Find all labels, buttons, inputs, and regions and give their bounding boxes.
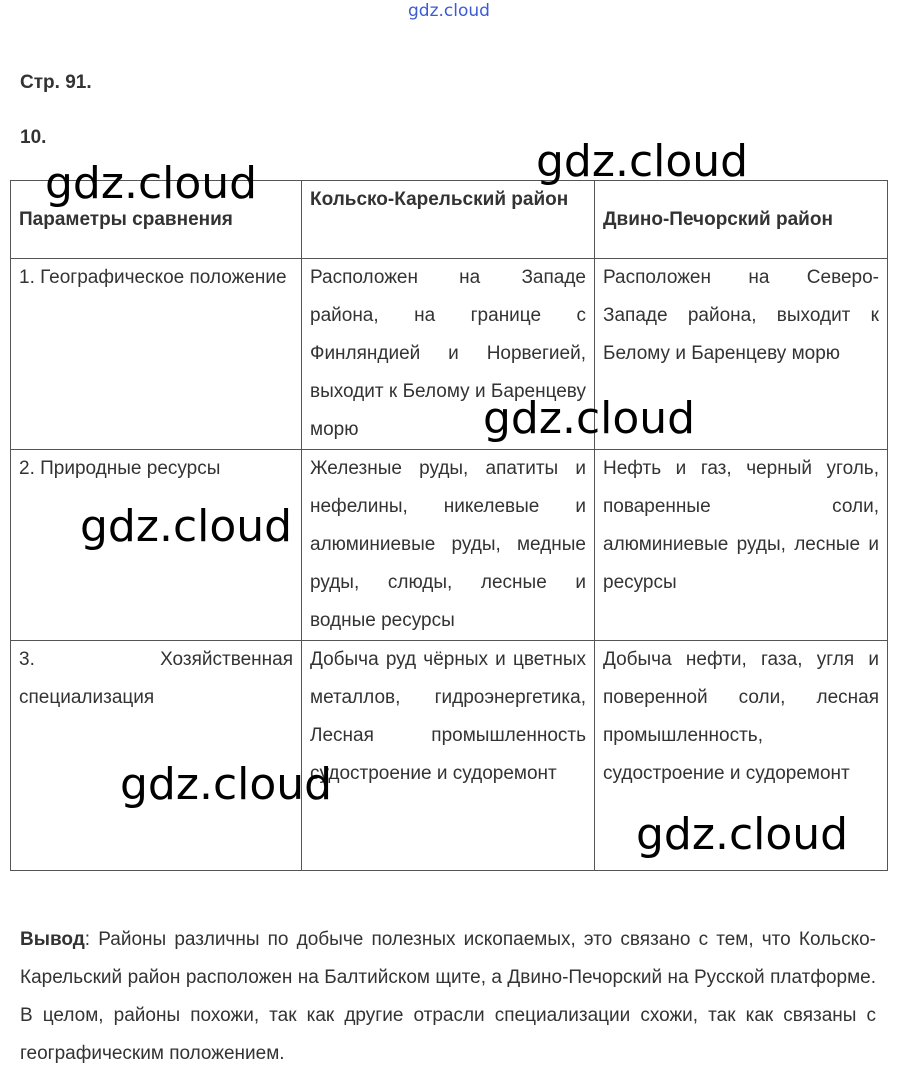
row-kola-cell: Добыча руд чёрных и цветных металлов, гидроэнергетика, Лесная промышленность судостроение и судоремонт xyxy=(302,641,595,871)
row-param-cell: 3. Хозяйственная специализация xyxy=(11,641,302,871)
header-kola-karelian: Кольско-Карельский район xyxy=(302,181,595,259)
row-dvina-cell: Нефть и газ, черный уголь, поваренные соли, алюминиевые руды, лесные и ресурсы xyxy=(595,450,888,641)
row-dvina-cell: Добыча нефти, газа, угля и поверенной соли, лесная промышленность, судостроение и судоремонт xyxy=(595,641,888,871)
conclusion-text: : Районы различны по добыче полезных ископаемых, это связано с тем, что Кольско-Карельский район расположен на Балтийском щите, а Двино-Печорский на Русской платформе. В целом, районы похожи, так как другие отрасли специализации схожи, так как связаны с географическим положением. xyxy=(20,929,876,1064)
watermark-overlay: gdz.cloud xyxy=(120,759,333,810)
page-reference: Стр. 91. xyxy=(20,72,92,93)
watermark-overlay: gdz.cloud xyxy=(80,501,293,552)
header-watermark: gdz.cloud xyxy=(408,1,490,21)
row-kola-cell: Железные руды, апатиты и нефелины, никелевые и алюминиевые руды, медные руды, слюды, лесные и водные ресурсы xyxy=(302,450,595,641)
row-kola-cell: Расположен на Западе района, на границе с Финляндией и Норвегией, выходит к Белому и Баренцеву морю xyxy=(302,259,595,450)
header-parameters: Параметры сравнения xyxy=(11,181,302,259)
conclusion-label: Вывод xyxy=(20,929,85,950)
watermark-overlay: gdz.cloud xyxy=(536,136,749,187)
table-row xyxy=(11,259,888,450)
header-dvina-pechora: Двино-Печорский район xyxy=(595,181,888,259)
watermark-overlay: gdz.cloud xyxy=(636,809,849,860)
row-dvina-cell: Расположен на Северо-Западе района, выходит к Белому и Баренцеву морю xyxy=(595,259,888,450)
watermark-overlay: gdz.cloud xyxy=(483,393,696,444)
row-param-cell: 2. Природные ресурсы xyxy=(11,450,302,641)
conclusion-paragraph xyxy=(20,921,876,1073)
row-param-cell: 1. Географическое положение xyxy=(11,259,302,450)
watermark-overlay: gdz.cloud xyxy=(45,158,258,209)
task-number: 10. xyxy=(20,127,47,148)
